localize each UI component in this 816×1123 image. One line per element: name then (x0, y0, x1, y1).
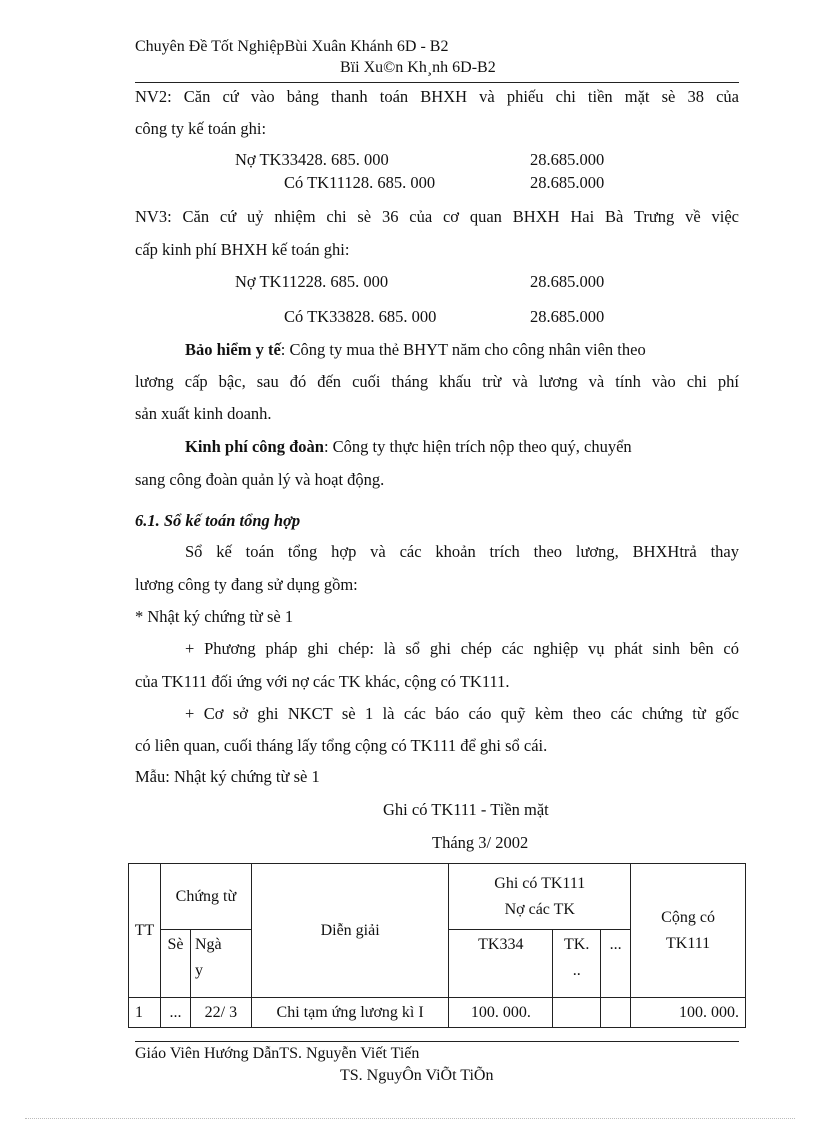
nv2-credit-entry: Có TK11128. 685. 000 (284, 173, 436, 192)
section-bullet: * Nhật ký chứng từ sè 1 (135, 607, 294, 626)
bhyt-line-2: lương cấp bậc, sau đó đến cuối tháng khấu trừ và lương và tính vào chi phí (135, 372, 739, 391)
basis-line-2: có liên quan, cuối tháng lấy tổng cộng có TK111 để ghi sổ cái. (135, 736, 548, 755)
bhyt-title: Bảo hiểm y tế (185, 340, 281, 359)
table-title: Ghi có TK111 - Tiền mặt (383, 800, 549, 819)
kpcd-line-1 (185, 437, 632, 457)
header-cong-co-line-1: Cộng có (661, 908, 715, 926)
footer-line-1: Giáo Viên Hướng DẫnTS. Nguyễn Viết Tiến (135, 1045, 420, 1062)
row-tk-other (553, 998, 601, 1028)
footer-line-2: TS. NguyÔn ViÕt TiÕn (340, 1067, 494, 1084)
header-tk-other-line-2: .. (572, 962, 581, 979)
section-p1-line-1: Sổ kế toán tổng hợp và các khoản trích theo lương, BHXHtrả thay (185, 542, 739, 561)
row-more (601, 998, 631, 1028)
header-line-2: Bïi Xu©n Kh¸nh 6D-B2 (340, 59, 496, 76)
bhyt-line-3: sản xuất kinh doanh. (135, 404, 272, 423)
page-edge-dotted-line (25, 1118, 795, 1119)
sample-label: Mẫu: Nhật ký chứng từ sè 1 (135, 767, 320, 786)
header-rule (135, 82, 739, 83)
footer-rule (135, 1041, 739, 1042)
header-dien-giai: Diễn giải (251, 864, 449, 998)
table-row (129, 998, 746, 1028)
header-more: ... (601, 930, 631, 998)
nv2-debit-entry: Nợ TK33428. 685. 000 (235, 150, 389, 169)
header-so: Sè (160, 930, 190, 998)
basis-line-1: + Cơ sở ghi NKCT sè 1 là các báo cáo quỹ kèm theo các chứng từ gốc (185, 704, 739, 723)
nv3-credit-amount: 28.685.000 (530, 307, 605, 326)
section-heading: 6.1. Sổ kế toán tổng hợp (135, 511, 301, 530)
nv3-debit-amount: 28.685.000 (530, 272, 605, 291)
nv3-line-1: NV3: Căn cứ uỷ nhiệm chi sè 36 của cơ quan BHXH Hai Bà Trưng về việc (135, 207, 739, 226)
header-ngay-line-2: y (194, 962, 203, 979)
journal-table (128, 863, 746, 1028)
row-so: ... (160, 998, 190, 1028)
bhyt-line-1-text: : Công ty mua thẻ BHYT năm cho công nhân viên theo (280, 340, 646, 359)
nv2-line-1: NV2: Căn cứ vào bảng thanh toán BHXH và phiếu chi tiền mặt sè 38 của (135, 87, 739, 106)
nv2-line-2: công ty kế toán ghi: (135, 119, 267, 138)
row-ngay: 22/ 3 (190, 998, 251, 1028)
row-dien-giai: Chi tạm ứng lương kì I (251, 998, 449, 1028)
section-p1-line-2: lương công ty đang sử dụng gồm: (135, 575, 358, 594)
header-line-1: Chuyên Đề Tốt NghiệpBùi Xuân Khánh 6D - B2 (135, 38, 449, 55)
header-tt: TT (129, 864, 161, 998)
header-ngay (190, 930, 251, 998)
table-month: Tháng 3/ 2002 (432, 833, 529, 852)
nv3-credit-entry: Có TK33828. 685. 000 (284, 307, 437, 326)
header-ngay-line-1: Ngà (194, 936, 222, 953)
nv2-debit-amount: 28.685.000 (530, 150, 605, 169)
header-ghi-co (449, 864, 631, 930)
bhyt-line-1 (185, 340, 646, 360)
header-chung-tu: Chứng từ (160, 864, 251, 930)
kpcd-line-1-text: : Công ty thực hiện trích nộp theo quý, chuyển (323, 437, 632, 456)
nv2-credit-amount: 28.685.000 (530, 173, 605, 192)
kpcd-title: Kinh phí công đoàn (185, 437, 324, 456)
header-cong-co (631, 864, 746, 998)
kpcd-line-2: sang công đoàn quản lý và hoạt động. (135, 470, 385, 489)
header-ghi-co-label: Ghi có TK111 (494, 874, 586, 892)
row-cong-co: 100. 000. (631, 998, 746, 1028)
row-tt: 1 (129, 998, 161, 1028)
header-tk-other-line-1: TK. (564, 936, 590, 953)
method-line-2: của TK111 đối ứng với nợ các TK khác, cộng có TK111. (135, 672, 510, 691)
header-tk-other (553, 930, 601, 998)
method-line-1: + Phương pháp ghi chép: là sổ ghi chép các nghiệp vụ phát sinh bên có (185, 639, 739, 658)
header-no-cac-tk: Nợ các TK (504, 900, 575, 918)
nv3-debit-entry: Nợ TK11228. 685. 000 (235, 272, 389, 291)
header-cong-co-line-2: TK111 (665, 934, 711, 952)
row-tk334: 100. 000. (449, 998, 553, 1028)
nv3-line-2: cấp kinh phí BHXH kế toán ghi: (135, 240, 350, 259)
header-tk334: TK334 (449, 930, 553, 998)
